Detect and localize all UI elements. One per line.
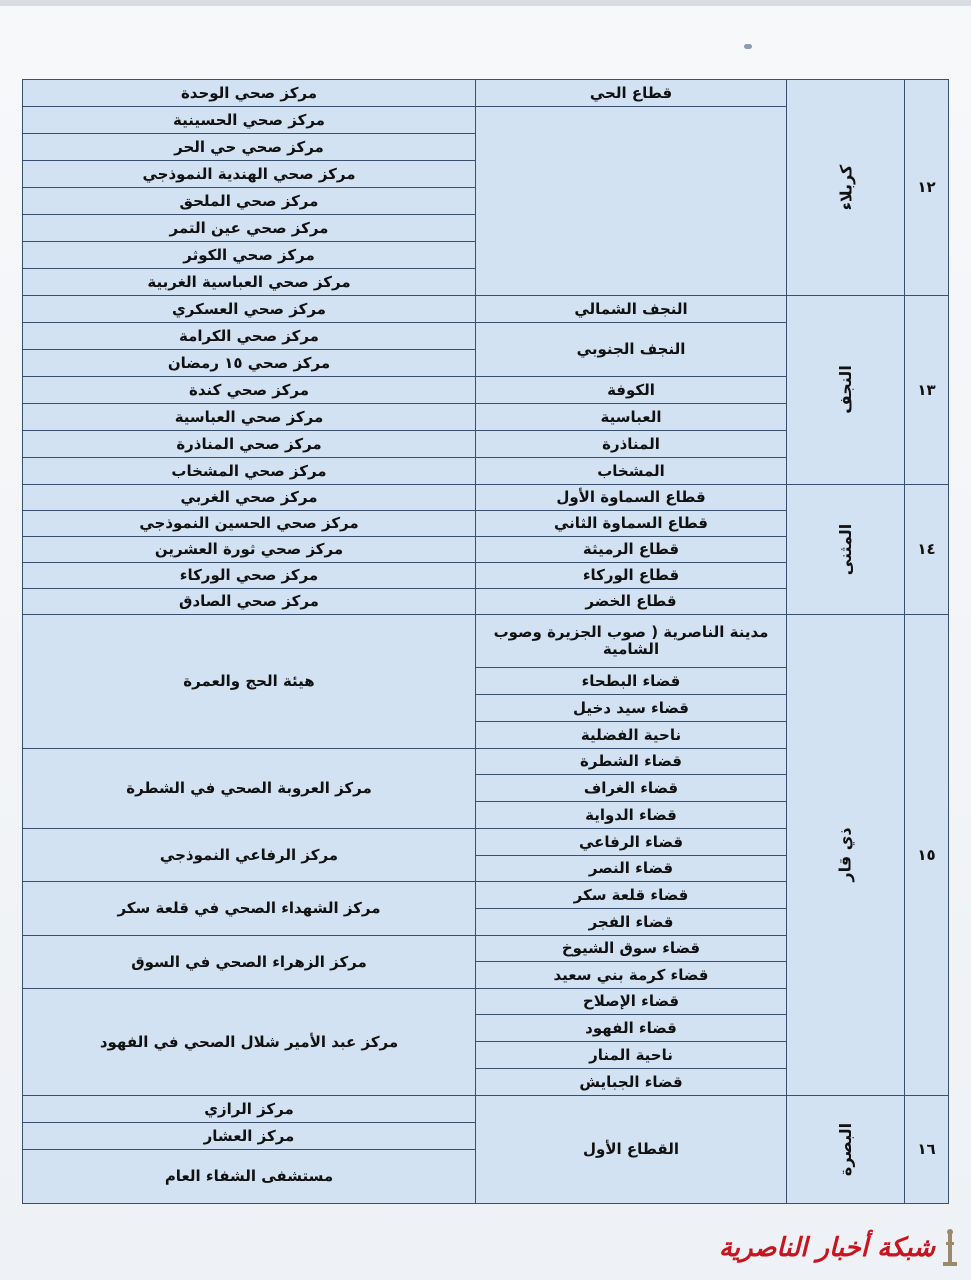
governorate-cell: النجف	[787, 296, 905, 485]
center-cell: مركز صحي عين التمر	[23, 215, 476, 242]
sector-cell: النجف الجنوبي	[476, 323, 787, 377]
sector-cell: المشخاب	[476, 458, 787, 485]
health-centers-table	[22, 79, 949, 1204]
governorate-cell: ذي قار	[787, 615, 905, 1096]
sector-cell: قطاع السماوة الثاني	[476, 511, 787, 537]
row-number: ١٣	[905, 296, 949, 485]
watermark-text: شبكة أخبار الناصرية	[718, 1233, 935, 1263]
watermark-logo	[719, 1226, 961, 1270]
center-cell: مستشفى الشفاء العام	[23, 1150, 476, 1204]
row-number: ١٦	[905, 1096, 949, 1204]
minaret-icon	[939, 1228, 961, 1268]
table-row	[23, 1096, 949, 1123]
sector-cell: قضاء الفجر	[476, 909, 787, 936]
center-cell: مركز صحي المشخاب	[23, 458, 476, 485]
sector-cell: قطاع السماوة الأول	[476, 485, 787, 511]
center-cell: مركز صحي الغربي	[23, 485, 476, 511]
center-cell: مركز صحي الحسينية	[23, 107, 476, 134]
sector-cell: قضاء الدواية	[476, 802, 787, 829]
sector-cell: قضاء كرمة بني سعيد	[476, 962, 787, 989]
sector-cell: قطاع الوركاء	[476, 563, 787, 589]
center-cell: مركز صحي حي الحر	[23, 134, 476, 161]
sector-cell: قضاء سيد دخيل	[476, 695, 787, 722]
center-cell: مركز العروبة الصحي في الشطرة	[23, 749, 476, 829]
row-number: ١٤	[905, 485, 949, 615]
center-cell: مركز الرفاعي النموذجي	[23, 829, 476, 882]
sector-cell: قضاء الإصلاح	[476, 989, 787, 1015]
center-cell: مركز صحي ثورة العشرين	[23, 537, 476, 563]
governorate-cell: كربلاء	[787, 80, 905, 296]
center-cell: مركز صحي الملحق	[23, 188, 476, 215]
governorate-cell: البصرة	[787, 1096, 905, 1204]
sector-cell: قضاء قلعة سكر	[476, 882, 787, 909]
sector-cell: قضاء البطحاء	[476, 668, 787, 695]
sector-cell: المناذرة	[476, 431, 787, 458]
center-cell: مركز صحي العسكري	[23, 296, 476, 323]
sector-cell: القطاع الأول	[476, 1096, 787, 1204]
center-cell: مركز صحي الوحدة	[23, 80, 476, 107]
governorate-cell: المثنى	[787, 485, 905, 615]
center-cell: مركز الشهداء الصحي في قلعة سكر	[23, 882, 476, 936]
center-cell: مركز صحي ١٥ رمضان	[23, 350, 476, 377]
sector-cell: قضاء الشطرة	[476, 749, 787, 775]
table-row	[23, 615, 949, 668]
sector-cell: قضاء الفهود	[476, 1015, 787, 1042]
center-cell: مركز صحي العباسية الغربية	[23, 269, 476, 296]
sector-cell: ناحية المنار	[476, 1042, 787, 1069]
page-edge	[0, 0, 971, 6]
sector-cell: النجف الشمالي	[476, 296, 787, 323]
sector-cell: قضاء الجبايش	[476, 1069, 787, 1096]
sector-cell: قطاع الحي	[476, 80, 787, 107]
sector-cell: قضاء النصر	[476, 856, 787, 882]
center-cell: مركز عبد الأمير شلال الصحي في الفهود	[23, 989, 476, 1096]
sector-cell: الكوفة	[476, 377, 787, 404]
table-row	[23, 296, 949, 323]
table-row	[23, 80, 949, 107]
sector-cell: قضاء الرفاعي	[476, 829, 787, 856]
center-cell: مركز العشار	[23, 1123, 476, 1150]
row-number: ١٢	[905, 80, 949, 296]
center-cell: مركز صحي الوركاء	[23, 563, 476, 589]
sector-cell: العباسية	[476, 404, 787, 431]
center-cell: مركز صحي الصادق	[23, 589, 476, 615]
sector-cell: قطاع الخضر	[476, 589, 787, 615]
center-cell: مركز صحي كندة	[23, 377, 476, 404]
center-cell: مركز صحي الحسين النموذجي	[23, 511, 476, 537]
center-cell: مركز صحي الكوثر	[23, 242, 476, 269]
sector-cell: ناحية الفضلية	[476, 722, 787, 749]
row-number: ١٥	[905, 615, 949, 1096]
center-cell: مركز صحي الهندية النموذجي	[23, 161, 476, 188]
table-row	[23, 485, 949, 511]
sector-cell: قضاء الغراف	[476, 775, 787, 802]
center-cell: مركز صحي المناذرة	[23, 431, 476, 458]
sector-cell	[476, 107, 787, 296]
center-cell: هيئة الحج والعمرة	[23, 615, 476, 749]
center-cell: مركز الرازي	[23, 1096, 476, 1123]
ink-mark	[744, 44, 752, 49]
center-cell: مركز صحي الكرامة	[23, 323, 476, 350]
sector-cell: مدينة الناصرية ( صوب الجزيرة وصوب الشامية	[476, 615, 787, 668]
center-cell: مركز الزهراء الصحي في السوق	[23, 936, 476, 989]
sector-cell: قطاع الرميثة	[476, 537, 787, 563]
center-cell: مركز صحي العباسية	[23, 404, 476, 431]
sector-cell: قضاء سوق الشيوخ	[476, 936, 787, 962]
